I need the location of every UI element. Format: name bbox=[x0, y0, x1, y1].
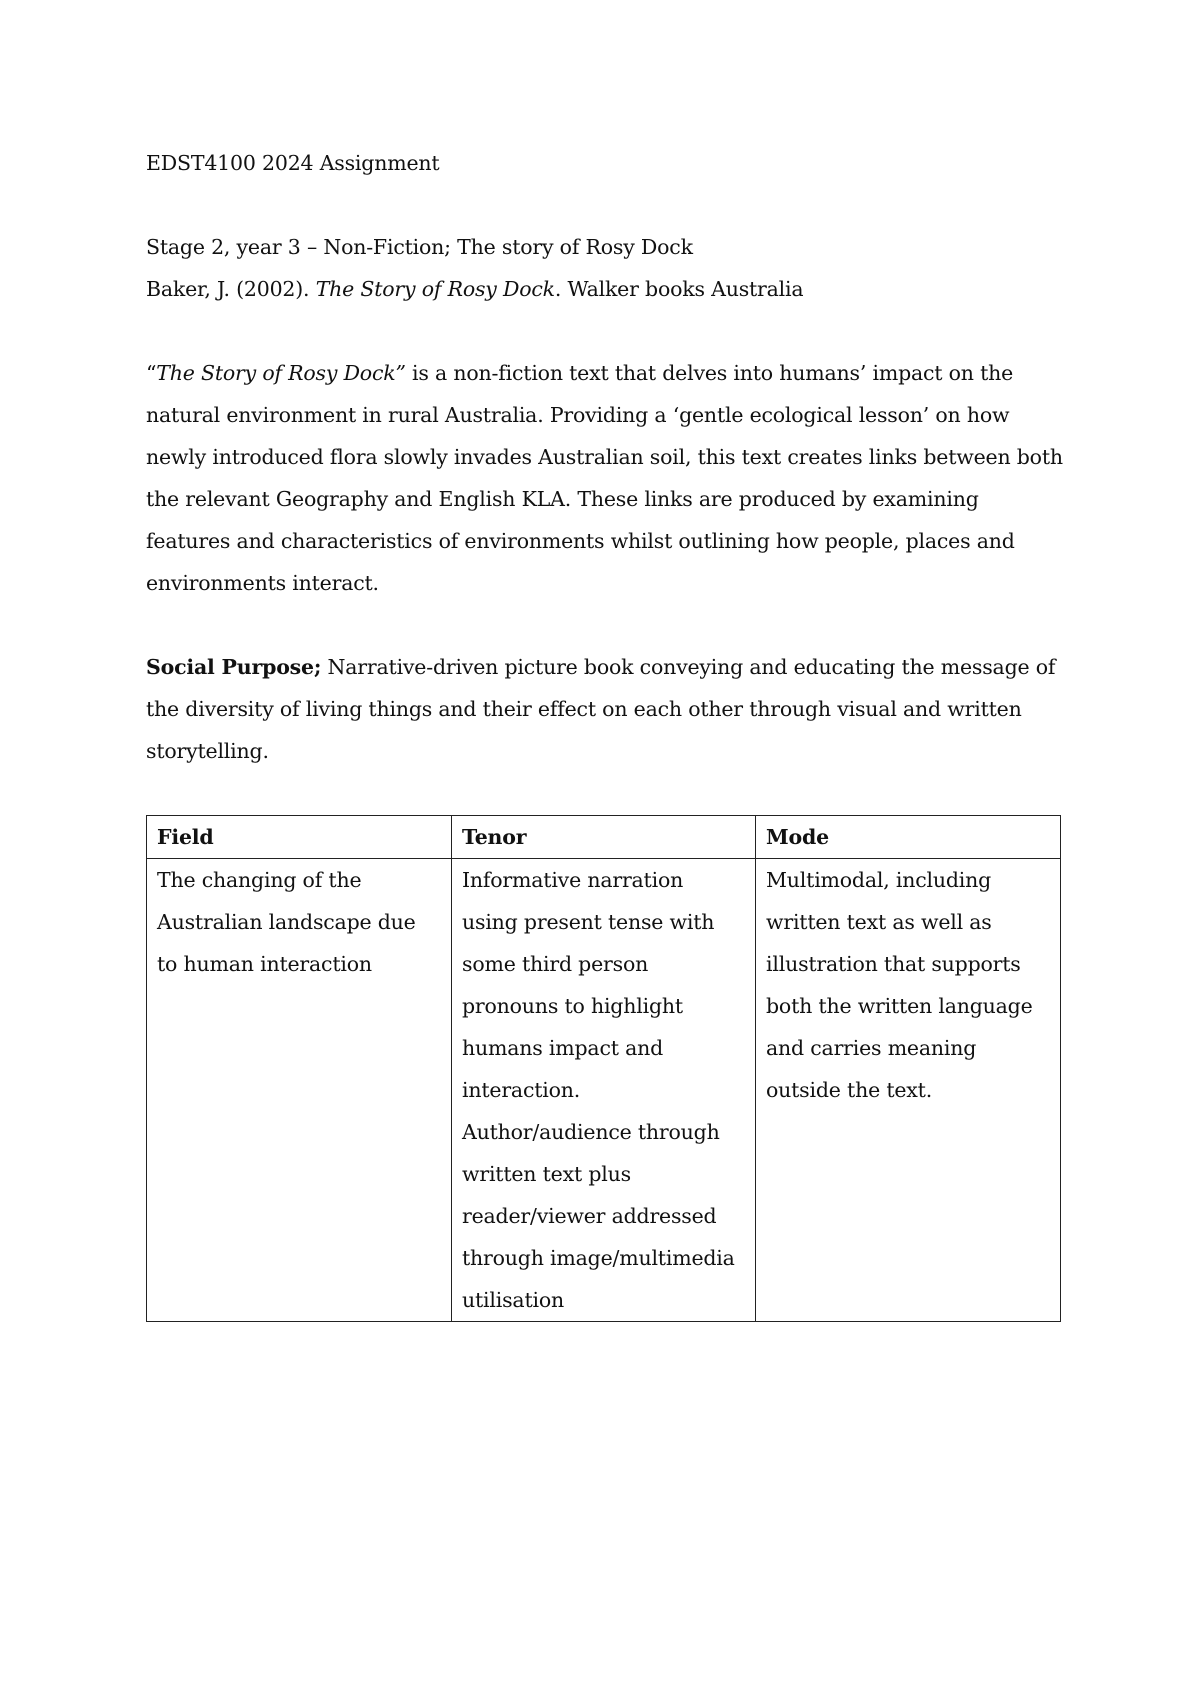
social-purpose-paragraph bbox=[146, 646, 1066, 772]
table-row bbox=[147, 859, 1061, 1322]
table-header-row bbox=[147, 816, 1061, 859]
intro-text: is a non-fiction text that delves into humans’ impact on the natural environment in rural Australia. Providing a ‘gentle ecological lesson’ on how newly introduced flora slowly invades Australian soil, this text creates links between both the relevant Geography and English KLA. These links are produced by examining features and characteristics of environments whilst outlining how people, places and environments interact. bbox=[146, 361, 1063, 595]
spacer bbox=[146, 184, 1066, 226]
document-heading: EDST4100 2024 Assignment bbox=[146, 151, 440, 175]
social-purpose-text: Narrative-driven picture book conveying and educating the message of the diversity of living things and their effect on each other through visual and written storytelling. bbox=[146, 655, 1056, 763]
cell-field: The changing of the Australian landscape due to human interaction bbox=[147, 859, 452, 1322]
citation bbox=[146, 268, 1066, 310]
spacer bbox=[146, 310, 1066, 352]
intro-paragraph bbox=[146, 352, 1066, 604]
spacer bbox=[146, 604, 1066, 646]
citation-suffix: . Walker books Australia bbox=[554, 277, 804, 301]
header-field: Field bbox=[147, 816, 452, 859]
citation-prefix: Baker, J. (2002). bbox=[146, 277, 316, 301]
intro-book-title: The Story of Rosy Dock” bbox=[156, 361, 406, 385]
document-subtitle: Stage 2, year 3 – Non-Fiction; The story of Rosy Dock bbox=[146, 235, 693, 259]
document-body bbox=[146, 142, 1066, 772]
cell-mode: Multimodal, including written text as well as illustration that supports both the written language and carries meaning outside the text. bbox=[756, 859, 1061, 1322]
field-tenor-mode-table bbox=[146, 815, 1061, 1322]
header-tenor: Tenor bbox=[452, 816, 756, 859]
citation-title: The Story of Rosy Dock bbox=[315, 277, 555, 301]
cell-tenor: Informative narration using present tense with some third person pronouns to highlight humans impact and interaction. Author/audience through written text plus reader/viewer addressed through image/multimedia utilisation bbox=[452, 859, 756, 1322]
header-mode: Mode bbox=[756, 816, 1061, 859]
intro-open-quote: “ bbox=[146, 361, 157, 385]
social-purpose-label: Social Purpose; bbox=[146, 655, 322, 679]
